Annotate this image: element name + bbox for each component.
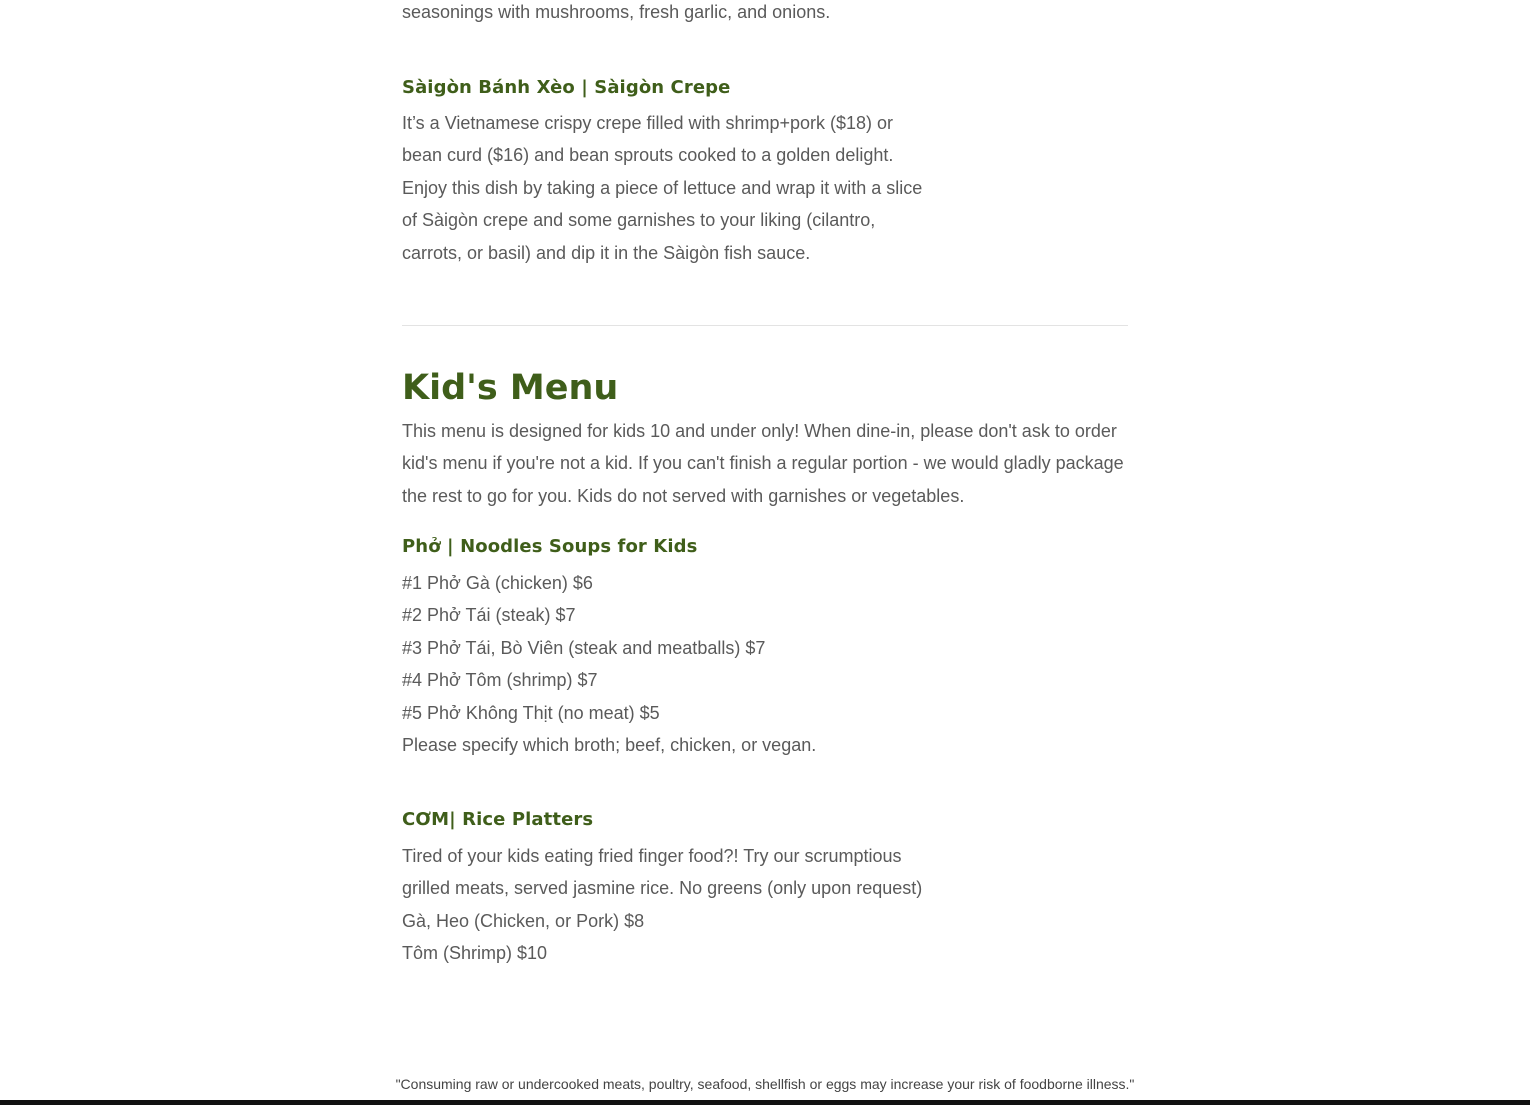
- description-line: Enjoy this dish by taking a piece of lettuce and wrap it with a slice: [402, 177, 923, 198]
- menu-item: #3 Phở Tái, Bò Viên (steak and meatballs) $7: [402, 637, 766, 658]
- dish-description: [402, 107, 962, 269]
- menu-item: #4 Phở Tôm (shrimp) $7: [402, 670, 598, 691]
- footer-bar: [0, 1100, 1530, 1105]
- description-line: carrots, or basil) and dip it in the Sàigòn fish sauce.: [402, 242, 811, 263]
- description-line: bean curd ($16) and bean sprouts cooked to a golden delight.: [402, 145, 894, 166]
- dish-kids-com: [402, 807, 593, 833]
- menu-item: Tôm (Shrimp) $10: [402, 943, 548, 964]
- description-line: of Sàigòn crepe and some garnishes to your liking (cilantro,: [402, 210, 876, 231]
- com-items: [402, 840, 982, 970]
- description-line: Tired of your kids eating fried finger food?! Try our scrumptious: [402, 846, 902, 866]
- intro-line: the rest to go for you. Kids do not served with garnishes or vegetables.: [402, 485, 965, 506]
- kids-menu-section: [402, 366, 618, 410]
- kids-menu-intro: [402, 415, 1128, 512]
- dish-kids-pho: [402, 534, 697, 560]
- description-line: seasonings with mushrooms, fresh garlic, and onions.: [402, 2, 831, 22]
- dish-title: Sàigòn Bánh Xèo | Sàigòn Crepe: [402, 77, 731, 98]
- description-line: It’s a Vietnamese crispy crepe filled with shrimp+pork ($18) or: [402, 113, 894, 133]
- menu-item: #1 Phở Gà (chicken) $6: [402, 573, 593, 593]
- intro-line: This menu is designed for kids 10 and under only! When dine-in, please don't ask to order: [402, 421, 1117, 441]
- food-safety-disclaimer: "Consuming raw or undercooked meats, poultry, seafood, shellfish or eggs may increase your risk of foodborne illness.": [395, 1076, 1135, 1092]
- dish-title: CƠM| Rice Platters: [402, 809, 594, 830]
- menu-item: #5 Phở Không Thịt (no meat) $5: [402, 702, 660, 723]
- menu-item: #2 Phở Tái (steak) $7: [402, 605, 576, 626]
- menu-item: Gà, Heo (Chicken, or Pork) $8: [402, 910, 645, 931]
- intro-line: kid's menu if you're not a kid. If you can't finish a regular portion - we would gladly package: [402, 453, 1124, 474]
- dish-title: Phở | Noodles Soups for Kids: [402, 536, 698, 557]
- pho-items: [402, 567, 962, 761]
- previous-dish-description: [402, 0, 830, 28]
- dish-saigon-crepe: [402, 75, 730, 101]
- description-line: grilled meats, served jasmine rice. No greens (only upon request): [402, 878, 923, 899]
- broth-note: Please specify which broth; beef, chicken, or vegan.: [402, 735, 817, 756]
- section-divider: [402, 325, 1128, 326]
- section-title: Kid's Menu: [402, 368, 619, 408]
